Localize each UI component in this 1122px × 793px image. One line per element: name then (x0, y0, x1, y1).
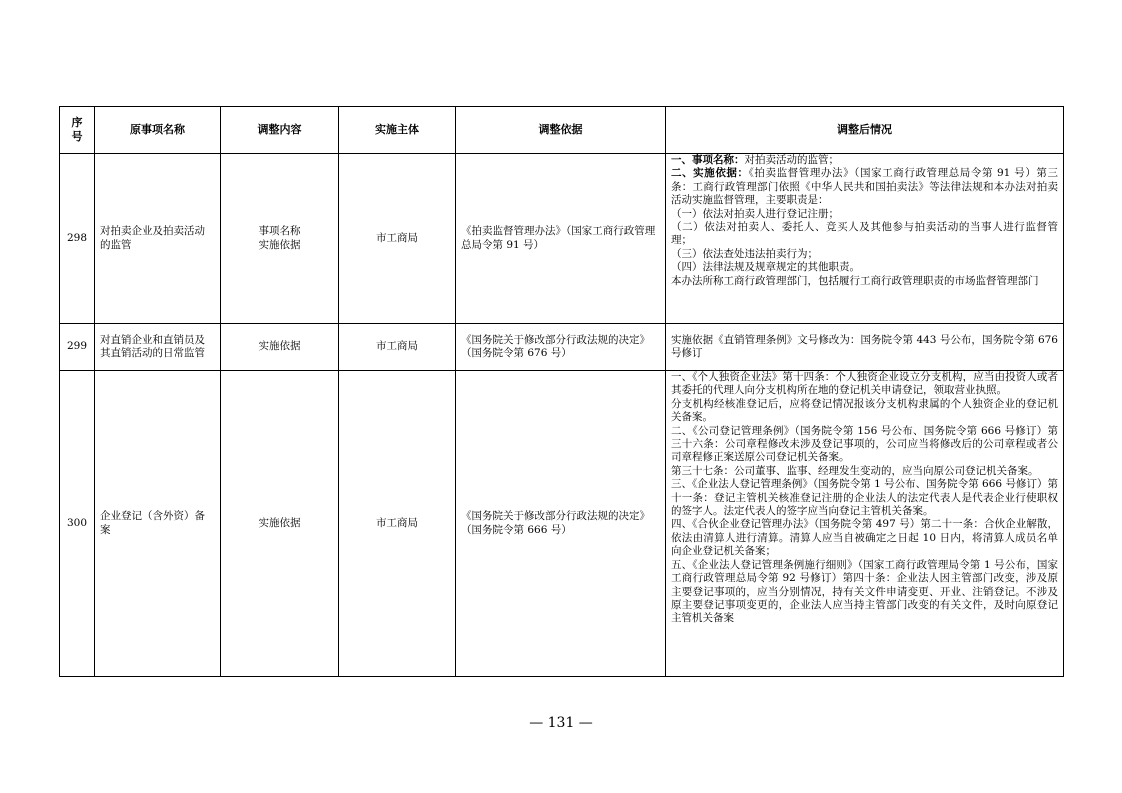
adjust-basis: 《拍卖监督管理办法》（国家工商行政管理总局令第 91 号） (456, 154, 666, 324)
row-number: 299 (60, 324, 95, 371)
after-adjustment (666, 154, 1064, 324)
after-label: 一、事项名称： (671, 154, 745, 166)
after-item: 本办法所称工商行政管理部门，包括履行工商行政管理职责的市场监督管理部门 (671, 274, 1039, 287)
adjust-basis: 《国务院关于修改部分行政法规的决定》（国务院令第 666 号） (456, 371, 666, 677)
adjust-content: 实施依据 (221, 371, 339, 677)
header-content: 调整内容 (221, 107, 339, 154)
implementing-body: 市工商局 (339, 154, 456, 324)
table-row (60, 371, 1064, 677)
after-paragraph: 第三十七条：公司董事、监事、经理发生变动的，应当向原公司登记机关备案。 (671, 464, 1039, 477)
adjust-content (221, 154, 339, 324)
adjust-content-line: 实施依据 (258, 238, 301, 251)
adjust-basis: 《国务院关于修改部分行政法规的决定》（国务院令第 676 号） (456, 324, 666, 371)
header-subject: 实施主体 (339, 107, 456, 154)
item-name: 对直销企业和直销员及其直销活动的日常监管 (95, 324, 221, 371)
after-paragraph: 三、《企业法人登记管理条例》（国务院令第 1 号公布、国务院令第 666 号修订）第十一条：登记主管机关核准登记注册的企业法人的法定代表人是代表企业行使职权的签字人。法定代表人的签字应当向登记主管机关备案。 (671, 478, 1058, 518)
table-row (60, 154, 1064, 324)
after-paragraph: 分支机构经核准登记后，应将登记情况报该分支机构隶属的个人独资企业的登记机关备案。 (671, 397, 1058, 424)
page-number: — 131 — (529, 715, 593, 731)
after-label: 二、实施依据： (671, 167, 749, 180)
adjust-content-line: 事项名称 (258, 225, 301, 238)
after-paragraph: 二、《公司登记管理条例》（国务院令第 156 号公布、国务院令第 666 号修订）第三十六条：公司章程修改未涉及登记事项的，公司应当将修改后的公司章程或者公司章程修正案送原公司登记机关备案。 (671, 424, 1058, 464)
after-line (671, 154, 1058, 167)
after-item: （三）依法查处违法拍卖行为； (671, 247, 818, 260)
implementing-body: 市工商局 (339, 371, 456, 677)
after-adjustment (666, 371, 1064, 677)
row-number: 300 (60, 371, 95, 677)
after-paragraph: 四、《合伙企业登记管理办法》（国务院令第 497 号）第二十一条：合伙企业解散，依法由清算人进行清算。清算人应当自被确定之日起 10 日内，将清算人成员名单向企业登记机关备案； (671, 518, 1058, 558)
item-name: 对拍卖企业及拍卖活动的监管 (95, 154, 221, 324)
item-name: 企业登记（含外资）备案 (95, 371, 221, 677)
adjustment-table (59, 106, 1064, 677)
after-adjustment: 实施依据《直销管理条例》文号修改为：国务院令第 443 号公布，国务院令第 676 号修订 (666, 324, 1064, 371)
adjust-content: 实施依据 (221, 324, 339, 371)
after-line (671, 167, 1058, 207)
header-after: 调整后情况 (666, 107, 1064, 154)
after-paragraph: 五、《企业法人登记管理条例施行细则》（国家工商行政管理局令第 1 号公布，国家工商行政管理总局令第 92 号修订）第四十条：企业法人因主管部门改变，涉及原主要登记事项的，应当分别情况，持有关文件申请变更、开业、注销登记。不涉及原主要登记事项变更的，企业法人应当持主管部门改变的有关文件，及时向原登记主管机关备案 (671, 558, 1058, 625)
after-item: （四）法律法规及规章规定的其他职责。 (671, 261, 860, 274)
header-basis: 调整依据 (456, 107, 666, 154)
after-item: （一）依法对拍卖人进行登记注册； (671, 207, 839, 220)
row-number: 298 (60, 154, 95, 324)
after-item: （二）依法对拍卖人、委托人、竞买人及其他参与拍卖活动的当事人进行监督管理； (671, 221, 1058, 247)
after-text: 对拍卖活动的监管； (744, 154, 839, 166)
header-name: 原事项名称 (95, 107, 221, 154)
table-row (60, 324, 1064, 371)
implementing-body: 市工商局 (339, 324, 456, 371)
after-paragraph: 一、《个人独资企业法》第十四条：个人独资企业设立分支机构，应当由投资人或者其委托的代理人向分支机构所在地的登记机关申请登记，领取营业执照。 (671, 371, 1058, 397)
header-no: 序号 (60, 107, 95, 154)
after-text: 《拍卖监督管理办法》（国家工商行政管理总局令第 91 号）第三条：工商行政管理部门依照《中华人民共和国拍卖法》等法律法规和本办法对拍卖活动实施监督管理，主要职责是： (671, 167, 1058, 207)
table-header-row (60, 107, 1064, 154)
